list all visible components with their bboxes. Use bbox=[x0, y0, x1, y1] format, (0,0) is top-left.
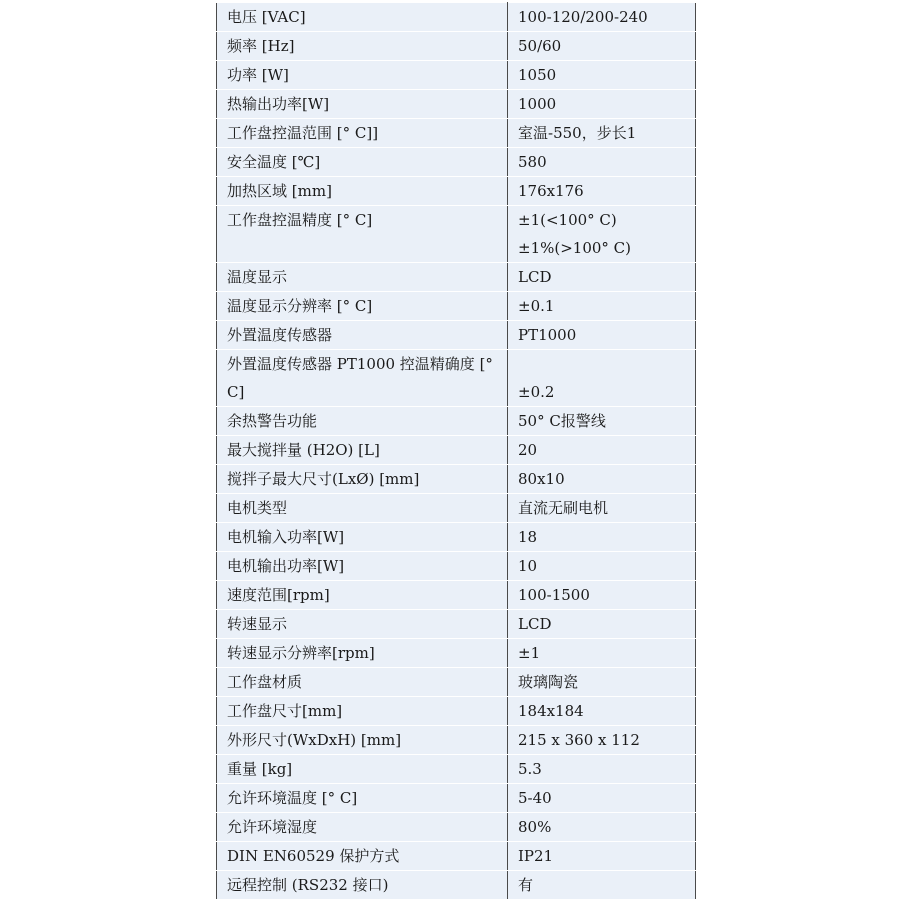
value-cell: PT1000 bbox=[508, 321, 696, 350]
table-row bbox=[217, 494, 696, 523]
table-row bbox=[217, 552, 696, 581]
param-cell: 温度显示 bbox=[217, 263, 508, 292]
param-cell: 温度显示分辨率 [° C] bbox=[217, 292, 508, 321]
value-cell: 玻璃陶瓷 bbox=[508, 668, 696, 697]
value-cell: 580 bbox=[508, 148, 696, 177]
param-cell: 最大搅拌量 (H2O) [L] bbox=[217, 436, 508, 465]
table-row bbox=[217, 90, 696, 119]
table-row bbox=[217, 639, 696, 668]
value-cell: 1050 bbox=[508, 61, 696, 90]
param-cell: 余热警告功能 bbox=[217, 407, 508, 436]
value-line: ±1(<100° C) bbox=[518, 211, 617, 229]
value-cell: ±0.2 bbox=[508, 350, 696, 407]
value-cell: 50/60 bbox=[508, 32, 696, 61]
param-cell: 远程控制 (RS232 接口) bbox=[217, 871, 508, 900]
value-cell: 100-1500 bbox=[508, 581, 696, 610]
param-cell: 工作盘控温精度 [° C] bbox=[217, 206, 508, 263]
param-cell: 允许环境温度 [° C] bbox=[217, 784, 508, 813]
value-cell: 直流无刷电机 bbox=[508, 494, 696, 523]
spec-table bbox=[216, 2, 696, 900]
param-cell: 转速显示 bbox=[217, 610, 508, 639]
table-row bbox=[217, 610, 696, 639]
value-cell: ±0.1 bbox=[508, 292, 696, 321]
param-cell: 外形尺寸(WxDxH) [mm] bbox=[217, 726, 508, 755]
value-cell: 18 bbox=[508, 523, 696, 552]
param-cell: 电机输入功率[W] bbox=[217, 523, 508, 552]
table-row bbox=[217, 581, 696, 610]
table-row bbox=[217, 407, 696, 436]
param-cell: 热输出功率[W] bbox=[217, 90, 508, 119]
table-row bbox=[217, 523, 696, 552]
param-cell: 工作盘材质 bbox=[217, 668, 508, 697]
value-line: ±1%(>100° C) bbox=[518, 239, 632, 257]
value-cell: 1000 bbox=[508, 90, 696, 119]
table-row bbox=[217, 3, 696, 32]
value-cell: 20 bbox=[508, 436, 696, 465]
value-cell: 50° C报警线 bbox=[508, 407, 696, 436]
table-row bbox=[217, 321, 696, 350]
param-cell: 加热区域 [mm] bbox=[217, 177, 508, 206]
table-row bbox=[217, 263, 696, 292]
value-cell: LCD bbox=[508, 610, 696, 639]
value-cell: 100-120/200-240 bbox=[508, 3, 696, 32]
param-cell: 电机输出功率[W] bbox=[217, 552, 508, 581]
value-cell: IP21 bbox=[508, 842, 696, 871]
param-cell: 外置温度传感器 PT1000 控温精确度 [° C] bbox=[217, 350, 508, 407]
table-row bbox=[217, 119, 696, 148]
param-cell: 搅拌子最大尺寸(LxØ) [mm] bbox=[217, 465, 508, 494]
value-cell: LCD bbox=[508, 263, 696, 292]
param-cell: DIN EN60529 保护方式 bbox=[217, 842, 508, 871]
value-cell: 室温-550，步长1 bbox=[508, 119, 696, 148]
param-cell: 重量 [kg] bbox=[217, 755, 508, 784]
table-row bbox=[217, 148, 696, 177]
value-cell bbox=[508, 206, 696, 263]
value-cell: 5-40 bbox=[508, 784, 696, 813]
param-cell: 转速显示分辨率[rpm] bbox=[217, 639, 508, 668]
value-cell: 215 x 360 x 112 bbox=[508, 726, 696, 755]
value-cell: 5.3 bbox=[508, 755, 696, 784]
table-row bbox=[217, 436, 696, 465]
table-row bbox=[217, 726, 696, 755]
value-cell: 80% bbox=[508, 813, 696, 842]
table-row bbox=[217, 697, 696, 726]
param-cell: 频率 [Hz] bbox=[217, 32, 508, 61]
param-cell: 电压 [VAC] bbox=[217, 3, 508, 32]
param-cell: 允许环境湿度 bbox=[217, 813, 508, 842]
value-cell: ±1 bbox=[508, 639, 696, 668]
param-cell: 功率 [W] bbox=[217, 61, 508, 90]
table-row bbox=[217, 292, 696, 321]
param-cell: 工作盘尺寸[mm] bbox=[217, 697, 508, 726]
table-row bbox=[217, 465, 696, 494]
table-row bbox=[217, 813, 696, 842]
param-cell: 安全温度 [℃] bbox=[217, 148, 508, 177]
param-cell: 速度范围[rpm] bbox=[217, 581, 508, 610]
table-row bbox=[217, 32, 696, 61]
value-cell: 10 bbox=[508, 552, 696, 581]
table-row bbox=[217, 350, 696, 407]
table-row bbox=[217, 206, 696, 263]
table-row bbox=[217, 668, 696, 697]
param-cell: 外置温度传感器 bbox=[217, 321, 508, 350]
param-cell: 电机类型 bbox=[217, 494, 508, 523]
table-row bbox=[217, 842, 696, 871]
table-row bbox=[217, 177, 696, 206]
value-cell: 184x184 bbox=[508, 697, 696, 726]
param-cell: 工作盘控温范围 [° C]] bbox=[217, 119, 508, 148]
value-cell: 80x10 bbox=[508, 465, 696, 494]
table-row bbox=[217, 784, 696, 813]
table-row bbox=[217, 755, 696, 784]
value-cell: 176x176 bbox=[508, 177, 696, 206]
value-cell: 有 bbox=[508, 871, 696, 900]
table-row bbox=[217, 61, 696, 90]
